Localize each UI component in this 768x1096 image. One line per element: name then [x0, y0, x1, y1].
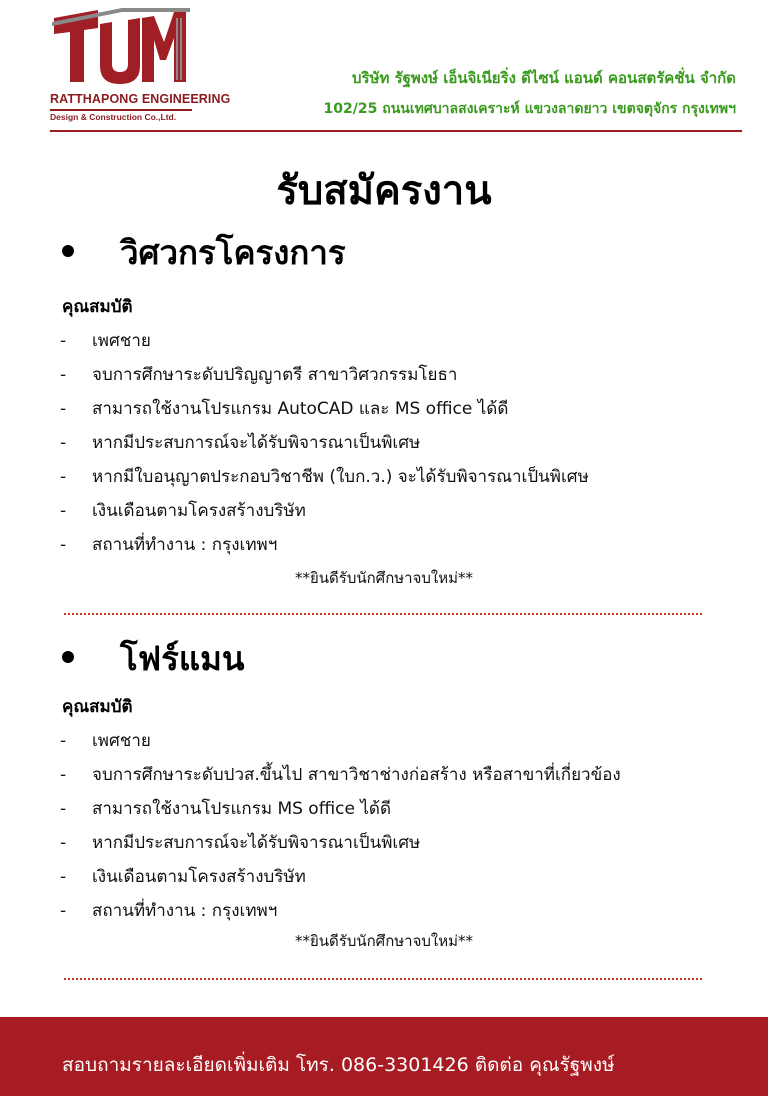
company-name: บริษัท รัฐพงษ์ เอ็นจิเนียริ่ง ดีไซน์ แอนด์ คอนสตรัคชั่น จำกัด — [352, 69, 736, 87]
welcome-note: **ยินดีรับนักศึกษาจบใหม่** — [294, 932, 474, 950]
qualifications-heading: คุณสมบัติ — [62, 697, 133, 717]
page-title: รับสมัครงาน — [276, 168, 492, 214]
logo-tagline: Design & Construction Co.,Ltd. — [50, 112, 177, 122]
list-item: - สถานที่ทำงาน : กรุงเทพฯ — [60, 535, 278, 555]
list-item: - สามารถใช้งานโปรแกรม AutoCAD และ MS office ได้ดี — [60, 399, 509, 419]
tum-logo-mark — [52, 8, 190, 88]
position-title-text: โฟร์แมน — [120, 639, 245, 678]
company-logo — [50, 8, 231, 122]
qualifications-heading: คุณสมบัติ — [62, 297, 133, 317]
section-divider — [64, 978, 702, 980]
section-divider — [64, 613, 702, 615]
list-item: - จบการศึกษาระดับปวส.ขึ้นไป สาขาวิชาช่างก่อสร้าง หรือสาขาที่เกี่ยวข้อง — [60, 765, 621, 785]
position-title-foreman — [62, 632, 244, 685]
list-item: - หากมีประสบการณ์จะได้รับพิจารณาเป็นพิเศษ — [60, 833, 421, 853]
welcome-note: **ยินดีรับนักศึกษาจบใหม่** — [294, 569, 474, 587]
bullet-icon — [62, 245, 74, 257]
contact-footer — [0, 1017, 768, 1096]
list-item: - หากมีประสบการณ์จะได้รับพิจารณาเป็นพิเศษ — [60, 433, 421, 453]
requirements-list — [60, 727, 621, 931]
position-title-text: วิศวกรโครงการ — [120, 233, 346, 272]
logo-company-name: RATTHAPONG ENGINEERING — [50, 92, 231, 106]
list-item: - เงินเดือนตามโครงสร้างบริษัท — [60, 501, 306, 521]
logo-divider — [50, 109, 192, 111]
list-item: - เพศชาย — [60, 331, 151, 351]
list-item: - หากมีใบอนุญาตประกอบวิชาชีพ (ใบก.ว.) จะได้รับพิจารณาเป็นพิเศษ — [60, 467, 589, 487]
list-item: - เพศชาย — [60, 731, 151, 751]
position-title-engineer — [62, 226, 346, 279]
requirements-list — [60, 327, 589, 565]
list-item: - สถานที่ทำงาน : กรุงเทพฯ — [60, 901, 278, 921]
list-item: - เงินเดือนตามโครงสร้างบริษัท — [60, 867, 306, 887]
list-item: - สามารถใช้งานโปรแกรม MS office ได้ดี — [60, 799, 391, 819]
list-item: - จบการศึกษาระดับปริญญาตรี สาขาวิศวกรรมโยธา — [60, 365, 458, 385]
contact-info: สอบถามรายละเอียดเพิ่มเติม โทร. 086-3301426 ติดต่อ คุณรัฐพงษ์ — [62, 1054, 615, 1076]
company-address: 102/25 ถนนเทศบาลสงเคราะห์ แขวงลาดยาว เขตจตุจักร กรุงเทพฯ — [323, 101, 736, 117]
header-divider — [50, 130, 742, 132]
bullet-icon — [62, 651, 74, 663]
